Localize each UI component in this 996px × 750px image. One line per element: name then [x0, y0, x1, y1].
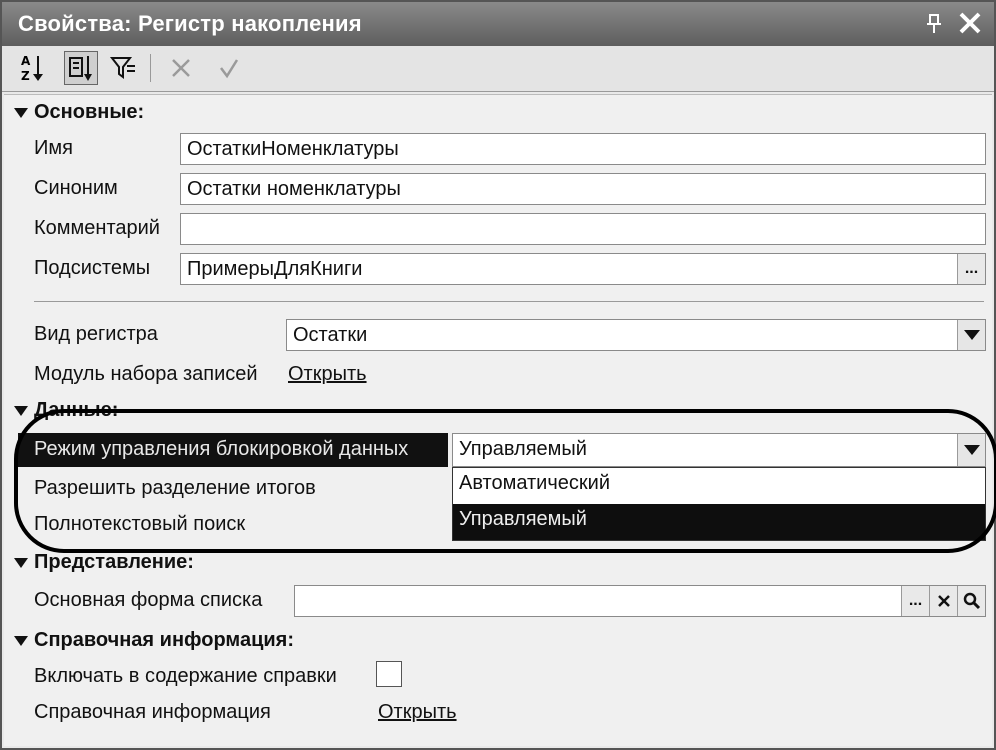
sort-az-icon	[19, 53, 47, 83]
apply-button[interactable]	[212, 51, 246, 85]
lock-mode-option-managed[interactable]: Управляемый	[453, 504, 985, 540]
pin-icon[interactable]	[926, 14, 942, 34]
register-kind-label: Вид регистра	[34, 323, 158, 345]
record-set-module-open-link[interactable]: Открыть	[288, 363, 367, 385]
collapse-triangle-icon	[14, 558, 28, 568]
main-list-form-label: Основная форма списка	[34, 589, 263, 611]
name-input[interactable]: ОстаткиНоменклатуры	[180, 133, 986, 165]
section-main-label: Основные:	[34, 101, 145, 123]
cancel-button[interactable]	[164, 51, 198, 85]
sort-alphabetical-button[interactable]	[16, 51, 50, 85]
lock-mode-dropdown-button[interactable]	[957, 434, 985, 466]
record-set-module-label: Модуль набора записей	[34, 363, 258, 385]
main-list-form-select-button[interactable]: ...	[901, 586, 929, 616]
cancel-icon	[169, 56, 193, 80]
chevron-down-icon	[964, 445, 980, 455]
toolbar-separator	[150, 54, 151, 82]
fulltext-search-label: Полнотекстовый поиск	[34, 513, 246, 535]
subsystems-input[interactable]	[180, 253, 986, 285]
section-main[interactable]	[14, 101, 144, 124]
synonym-label: Синоним	[34, 177, 118, 199]
subsystems-value: ПримерыДляКниги	[187, 258, 363, 280]
main-list-form-open-button[interactable]	[957, 586, 985, 616]
lock-mode-option-automatic[interactable]: Автоматический	[459, 472, 610, 494]
svg-text:Z: Z	[21, 69, 30, 83]
name-label: Имя	[34, 137, 73, 159]
section-help-label: Справочная информация:	[34, 629, 295, 651]
section-help[interactable]	[14, 629, 294, 652]
filter-button[interactable]	[106, 51, 140, 85]
toolbar	[2, 46, 994, 92]
lock-mode-dropdown-list	[452, 467, 986, 541]
lock-mode-select[interactable]	[452, 433, 986, 467]
section-data-label: Данные:	[34, 399, 119, 421]
allow-totals-split-label: Разрешить разделение итогов	[34, 477, 316, 499]
register-kind-select[interactable]	[286, 319, 986, 351]
main-list-form-clear-button[interactable]	[929, 586, 957, 616]
subsystems-select-button[interactable]: ...	[957, 254, 985, 284]
help-info-label: Справочная информация	[34, 701, 271, 723]
section-data[interactable]	[14, 399, 118, 422]
include-in-help-checkbox[interactable]	[376, 661, 402, 687]
chevron-down-icon	[964, 330, 980, 340]
collapse-triangle-icon	[14, 636, 28, 646]
checkmark-icon	[217, 56, 241, 80]
section-presentation-label: Представление:	[34, 551, 194, 573]
register-kind-dropdown-button[interactable]	[957, 320, 985, 350]
magnifier-icon	[963, 592, 981, 610]
window-title: Свойства: Регистр накопления	[18, 11, 362, 36]
help-info-open-link[interactable]: Открыть	[378, 701, 457, 723]
collapse-triangle-icon	[14, 108, 28, 118]
synonym-input[interactable]: Остатки номенклатуры	[180, 173, 986, 205]
comment-label: Комментарий	[34, 217, 160, 239]
categories-button[interactable]	[64, 51, 98, 85]
properties-panel	[4, 94, 992, 746]
title-bar	[2, 2, 994, 46]
divider-main	[34, 301, 984, 302]
comment-input[interactable]	[180, 213, 986, 245]
register-kind-value: Остатки	[293, 324, 368, 346]
lock-mode-value: Управляемый	[459, 438, 587, 460]
collapse-triangle-icon	[14, 406, 28, 416]
close-icon[interactable]	[957, 10, 983, 36]
lock-mode-label: Режим управления блокировкой данных	[18, 433, 448, 467]
categories-icon	[67, 54, 95, 82]
clear-icon	[937, 594, 951, 608]
main-list-form-input[interactable]	[294, 585, 986, 617]
filter-icon	[109, 54, 137, 82]
subsystems-label: Подсистемы	[34, 257, 151, 279]
include-in-help-label: Включать в содержание справки	[34, 665, 337, 687]
section-presentation[interactable]	[14, 551, 194, 574]
svg-text:A: A	[21, 54, 31, 68]
